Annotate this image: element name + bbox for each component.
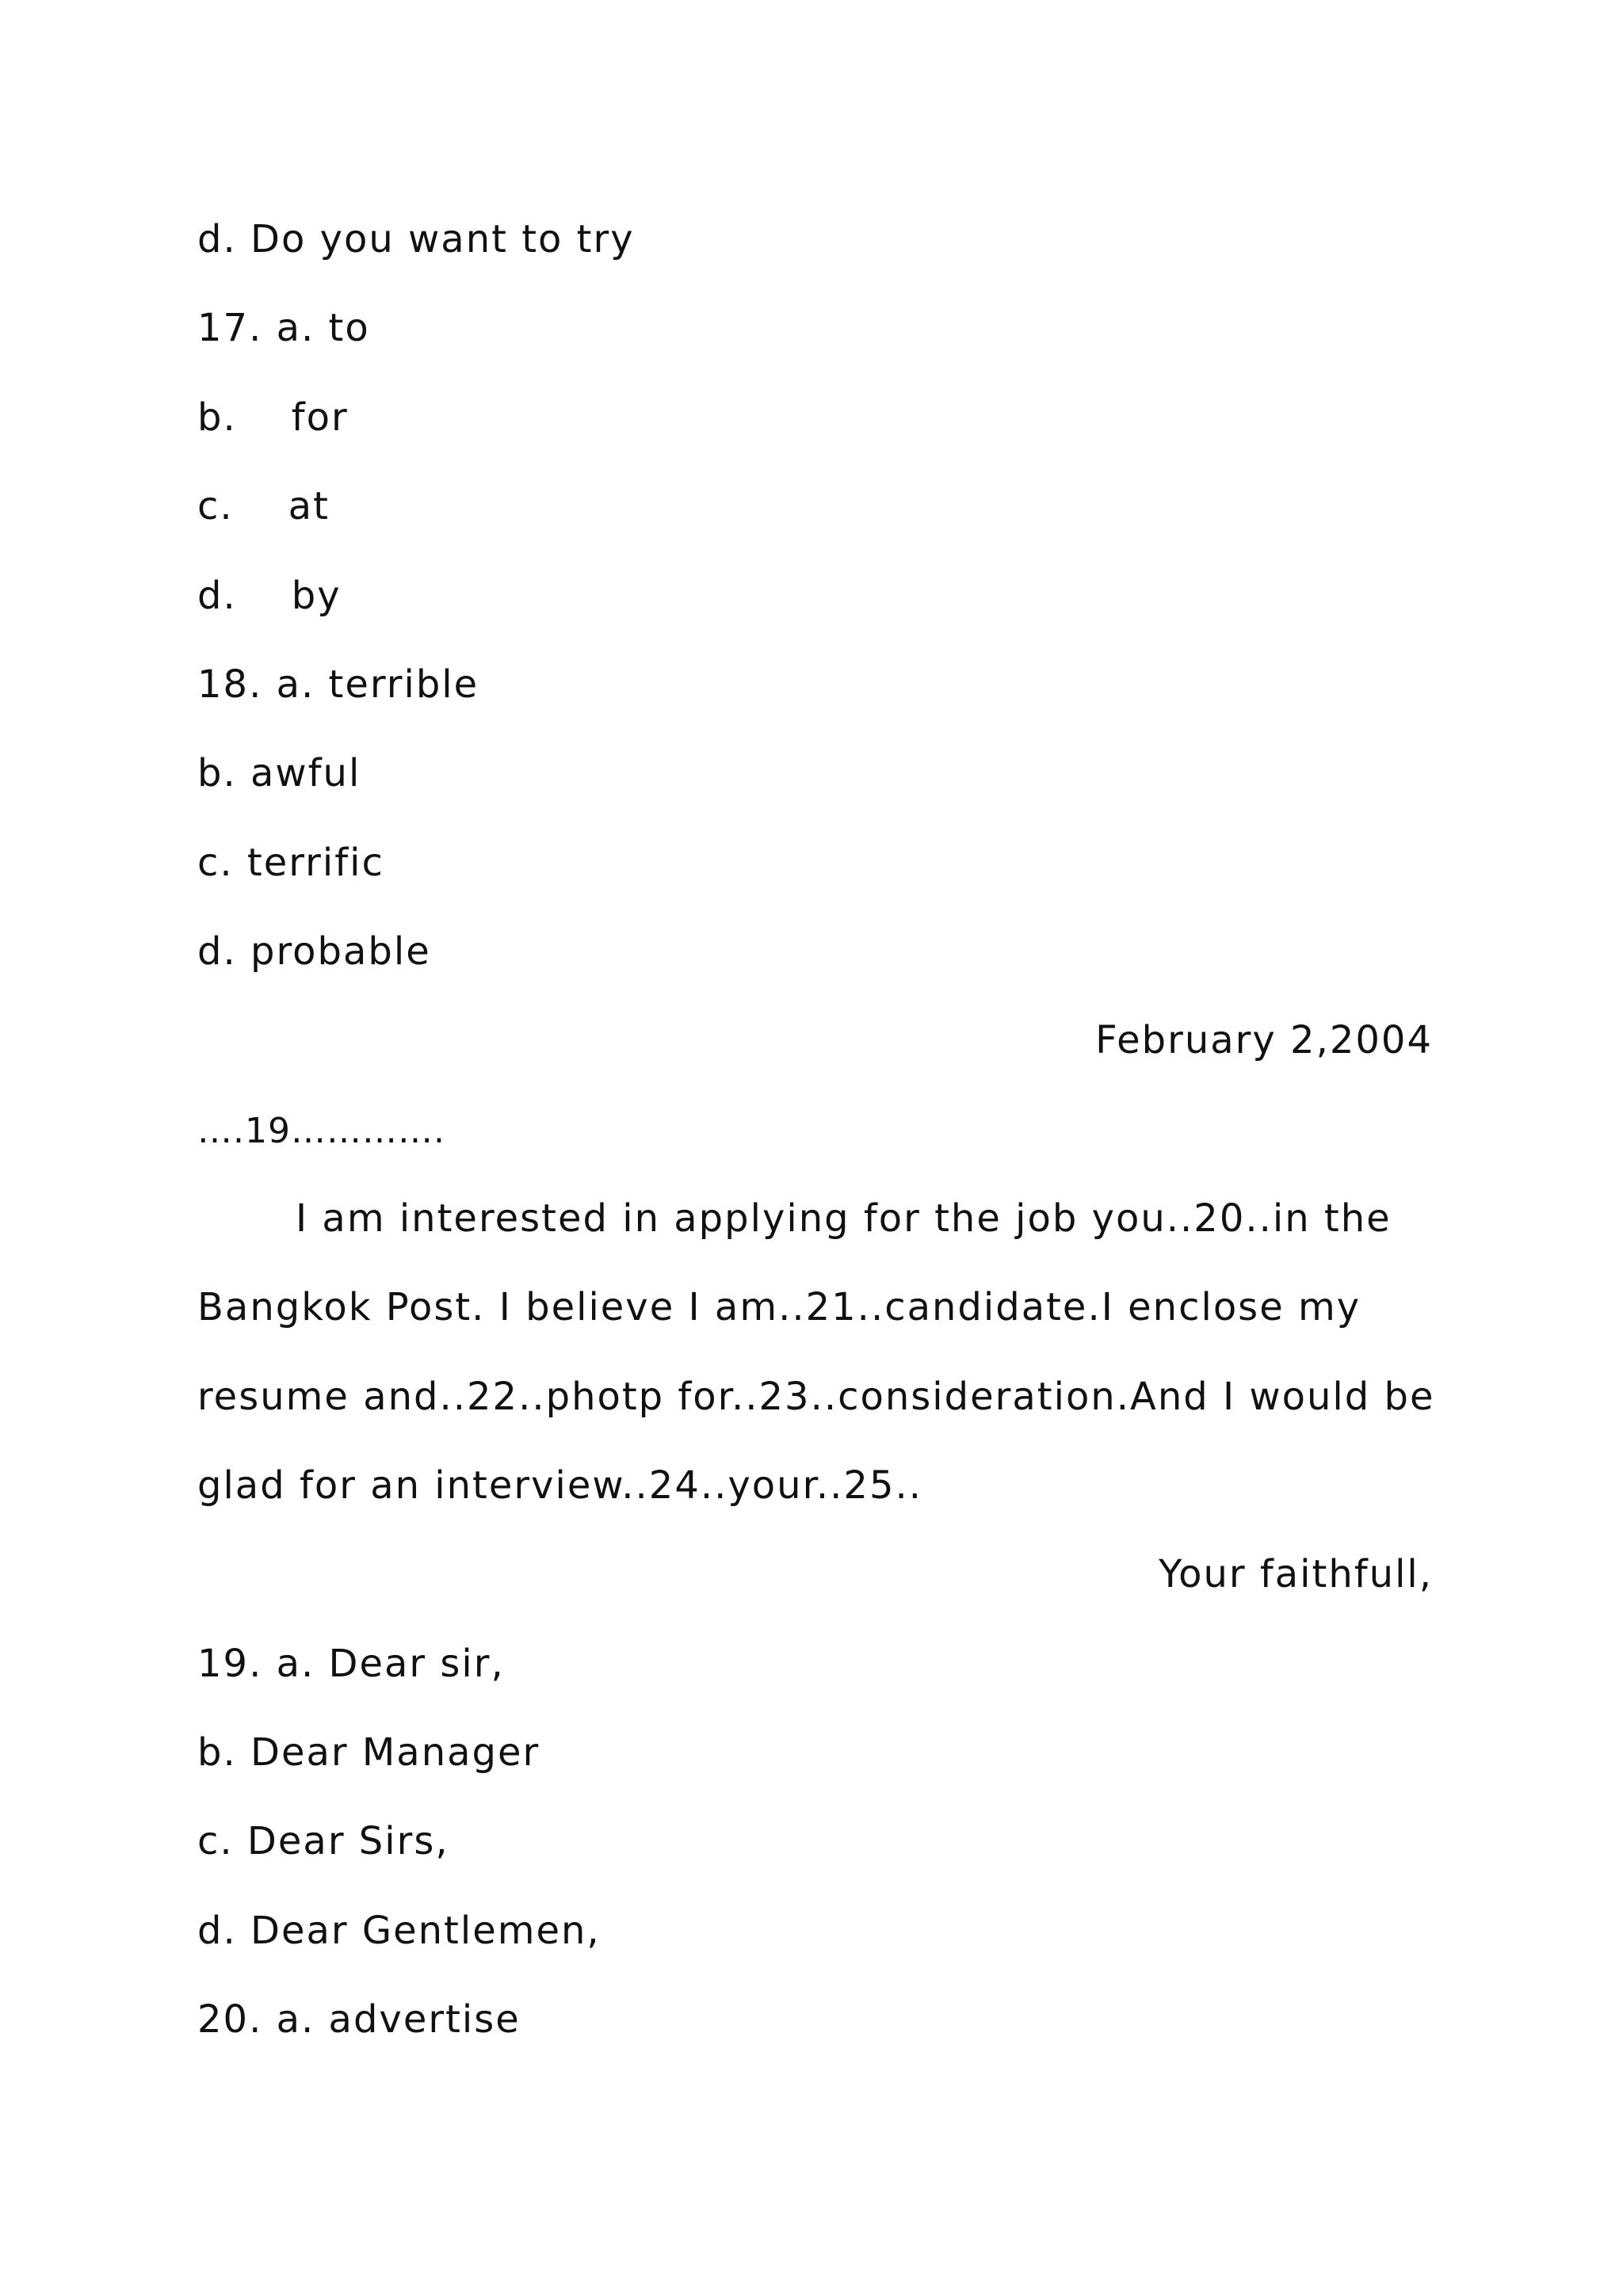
letter-body-line: glad for an interview..24..your..25.. bbox=[197, 1463, 923, 1508]
option-18b: b. awful bbox=[197, 751, 361, 795]
question-20-option-a: 20. a. advertise bbox=[197, 1997, 521, 2042]
letter-closing: Your faithfull, bbox=[1159, 1552, 1433, 1596]
option-19b: b. Dear Manager bbox=[197, 1730, 540, 1775]
option-19d: d. Dear Gentlemen, bbox=[197, 1909, 601, 1953]
option-18c: c. terrific bbox=[197, 841, 384, 885]
letter-body-line: resume and..22..photp for..23..consideration.And I would be bbox=[197, 1375, 1435, 1419]
letter-date: February 2,2004 bbox=[1095, 1018, 1433, 1062]
letter-body-line: Bangkok Post. I believe I am..21..candidate.I enclose my bbox=[197, 1285, 1361, 1329]
option-17c: c. at bbox=[197, 484, 330, 528]
question-17-option-a: 17. a. to bbox=[197, 306, 370, 350]
option-19c: c. Dear Sirs, bbox=[197, 1819, 449, 1863]
option-18d: d. probable bbox=[197, 929, 431, 974]
letter-salutation-blank: ….19…………. bbox=[197, 1111, 445, 1151]
question-19-option-a: 19. a. Dear sir, bbox=[197, 1642, 505, 1686]
option-17d: d. by bbox=[197, 574, 342, 618]
option-16d: d. Do you want to try bbox=[197, 217, 635, 261]
question-18-option-a: 18. a. terrible bbox=[197, 662, 479, 707]
option-17b: b. for bbox=[197, 395, 349, 440]
letter-body-line: I am interested in applying for the job you..20..in the bbox=[296, 1196, 1392, 1241]
